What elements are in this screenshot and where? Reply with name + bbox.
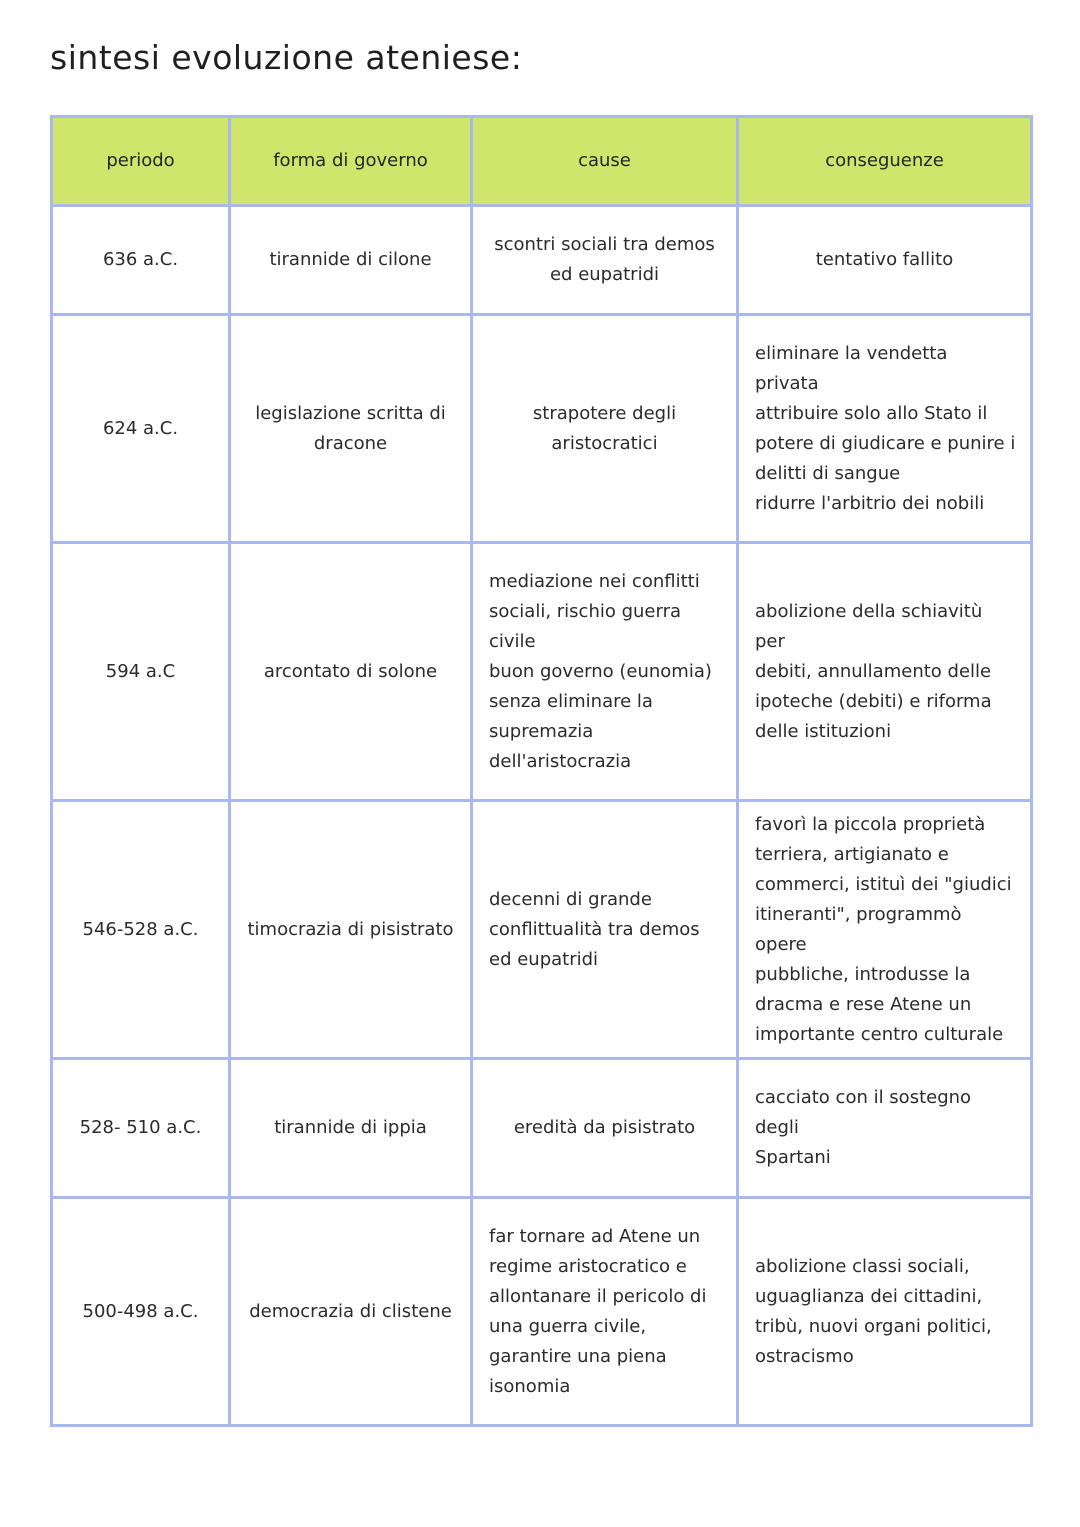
cell-cause: strapotere degli aristocratici (472, 315, 738, 543)
header-cause: cause (472, 117, 738, 206)
cell-forma-di-governo: democrazia di clistene (230, 1198, 472, 1426)
cell-cause: mediazione nei conflitti sociali, rischio guerra civile buon governo (eunomia) senza eliminare la supremazia dell'aristocrazia (472, 543, 738, 801)
table-header-row (52, 117, 1032, 206)
cell-forma-di-governo: legislazione scritta di dracone (230, 315, 472, 543)
header-periodo: periodo (52, 117, 230, 206)
cell-periodo: 546-528 a.C. (52, 801, 230, 1059)
table-row (52, 543, 1032, 801)
header-conseguenze: conseguenze (738, 117, 1032, 206)
table-row (52, 1198, 1032, 1426)
header-forma-di-governo: forma di governo (230, 117, 472, 206)
cell-conseguenze: abolizione della schiavitù per debiti, annullamento delle ipoteche (debiti) e riforma delle istituzioni (738, 543, 1032, 801)
cell-periodo: 500-498 a.C. (52, 1198, 230, 1426)
page-title: sintesi evoluzione ateniese: (50, 38, 523, 77)
cell-periodo: 636 a.C. (52, 206, 230, 315)
cell-cause: far tornare ad Atene un regime aristocratico e allontanare il pericolo di una guerra civile, garantire una piena isonomia (472, 1198, 738, 1426)
cell-cause: eredità da pisistrato (472, 1059, 738, 1198)
cell-forma-di-governo: timocrazia di pisistrato (230, 801, 472, 1059)
cell-conseguenze: tentativo fallito (738, 206, 1032, 315)
cell-periodo: 528- 510 a.C. (52, 1059, 230, 1198)
cell-conseguenze: abolizione classi sociali, uguaglianza dei cittadini, tribù, nuovi organi politici, ostracismo (738, 1198, 1032, 1426)
cell-periodo: 594 a.C (52, 543, 230, 801)
table-row (52, 206, 1032, 315)
cell-periodo: 624 a.C. (52, 315, 230, 543)
table-row (52, 801, 1032, 1059)
cell-conseguenze: eliminare la vendetta privata attribuire solo allo Stato il potere di giudicare e punire i delitti di sangue ridurre l'arbitrio dei nobili (738, 315, 1032, 543)
cell-forma-di-governo: arcontato di solone (230, 543, 472, 801)
cell-forma-di-governo: tirannide di cilone (230, 206, 472, 315)
cell-cause: decenni di grande conflittualità tra demos ed eupatridi (472, 801, 738, 1059)
cell-cause: scontri sociali tra demos ed eupatridi (472, 206, 738, 315)
cell-forma-di-governo: tirannide di ippia (230, 1059, 472, 1198)
cell-conseguenze: cacciato con il sostegno degli Spartani (738, 1059, 1032, 1198)
evolution-table (50, 115, 1033, 1427)
cell-conseguenze: favorì la piccola proprietà terriera, artigianato e commerci, istituì dei "giudici itineranti", programmò opere pubbliche, introdusse la dracma e rese Atene un importante centro culturale (738, 801, 1032, 1059)
table-row (52, 315, 1032, 543)
table-row (52, 1059, 1032, 1198)
